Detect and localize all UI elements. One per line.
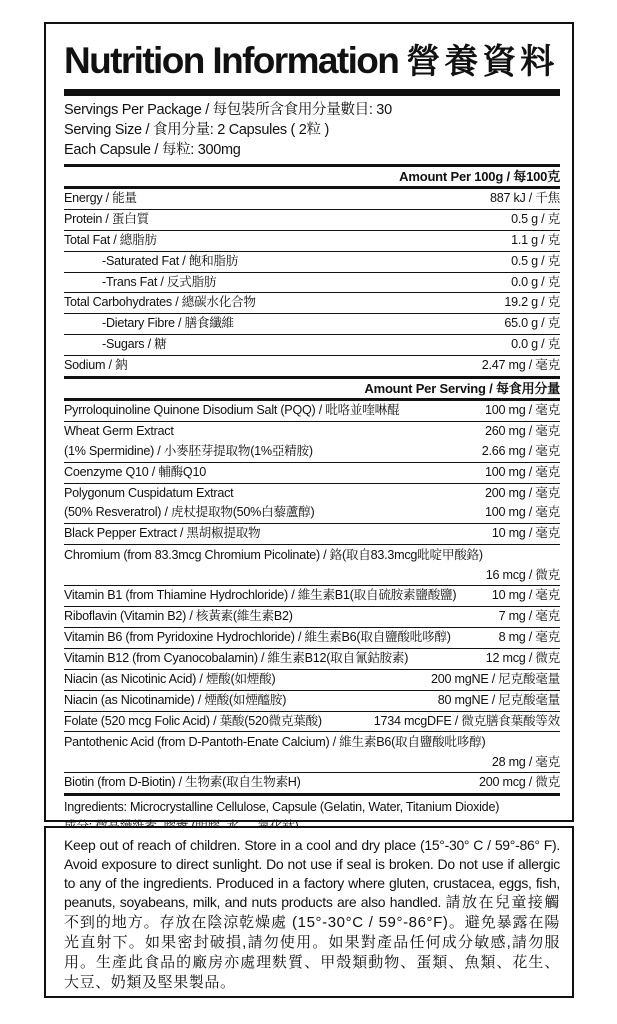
table-row <box>64 524 560 545</box>
table-row <box>64 210 560 231</box>
per-serving-table <box>64 401 560 796</box>
row-value: 260 mg / 毫克 <box>485 423 560 438</box>
row-label: Protein / 蛋白質 <box>64 211 149 226</box>
table-row <box>64 691 560 712</box>
row-value: 200 mg / 毫克 <box>485 485 560 500</box>
row-value: 1734 mcgDFE / 微克膳食葉酸等效 <box>373 713 560 728</box>
row-label: Vitamin B1 (from Thiamine Hydrochloride) / 維生素B1(取自硫胺素鹽酸鹽) <box>64 588 457 603</box>
table-row <box>64 273 560 294</box>
row-label: Energy / 能量 <box>64 191 137 205</box>
table-row <box>64 314 560 335</box>
row-value: 0.5 g / 克 <box>511 211 560 226</box>
warning-text <box>64 836 560 993</box>
table-row <box>64 231 560 252</box>
table-row <box>64 712 560 733</box>
row-label: -Trans Fat / 反式脂肪 <box>102 274 217 289</box>
table-row <box>64 607 560 628</box>
table-row <box>64 293 560 314</box>
row-label: -Dietary Fibre / 膳食纖維 <box>102 316 234 331</box>
row-label: Total Fat / 總脂肪 <box>64 232 157 247</box>
row-value: 80 mgNE / 尼克酸毫量 <box>437 692 560 707</box>
row-label: Chromium (from 83.3mcg Chromium Picolinate) / 鉻(取自83.3mcg吡啶甲酸鉻) <box>64 548 483 563</box>
table-row <box>64 545 560 586</box>
table-row <box>64 773 560 796</box>
row-value: 100 mg / 毫克 <box>485 464 560 479</box>
row-label: Vitamin B6 (from Pyridoxine Hydrochloride) / 維生素B6(取自鹽酸吡哆醇) <box>64 630 451 645</box>
table-row <box>64 252 560 273</box>
row-value: 200 mgNE / 尼克酸毫量 <box>431 671 560 686</box>
table-row <box>64 670 560 691</box>
row-value: 100 mg / 毫克 <box>485 403 560 418</box>
row-label: Niacin (as Nicotinamide) / 煙酸(如煙醯胺) <box>64 692 287 707</box>
row-label: Niacin (as Nicotinic Acid) / 煙酸(如煙酸) <box>64 671 276 686</box>
title-cn: 營養資料 <box>406 43 559 81</box>
row-label: Polygonum Cuspidatum Extract <box>64 485 234 500</box>
table-row <box>64 628 560 649</box>
table-row <box>64 503 560 524</box>
row-value: 2.47 mg / 毫克 <box>481 358 560 373</box>
row-value: 10 mg / 毫克 <box>491 588 560 603</box>
table-row <box>64 463 560 484</box>
page-title <box>64 42 560 86</box>
row-value: 28 mg / 毫克 <box>491 755 560 770</box>
row-label: (1% Spermidine) / 小麥胚芽提取物(1%亞精胺) <box>64 443 313 458</box>
row-value: 0.0 g / 克 <box>511 337 560 352</box>
table-row <box>64 356 560 376</box>
table-row <box>64 484 560 504</box>
row-value: 8 mg / 毫克 <box>498 630 560 645</box>
row-value: 2.66 mg / 毫克 <box>481 443 560 458</box>
row-value: 0.0 g / 克 <box>511 274 560 289</box>
title-en: Nutrition Information <box>64 40 399 81</box>
row-value: 19.2 g / 克 <box>504 295 560 310</box>
table-row <box>64 586 560 607</box>
table-row <box>64 649 560 670</box>
row-label: Vitamin B12 (from Cyanocobalamin) / 維生素B12(取自氰鈷胺素) <box>64 650 409 665</box>
row-value: 12 mcg / 微克 <box>485 650 560 665</box>
row-value: 1.1 g / 克 <box>511 232 560 247</box>
row-value: 200 mcg / 微克 <box>479 775 560 790</box>
per-serving-header: Amount Per Serving / 每食用分量 <box>64 376 560 401</box>
per-100g-header: Amount Per 100g / 每100克 <box>64 167 560 189</box>
row-value: 0.5 g / 克 <box>511 253 560 268</box>
row-value: 100 mg / 毫克 <box>485 505 560 520</box>
table-row <box>64 401 560 422</box>
warning-cn: 請放在兒童接觸不到的地方。存放在陰涼乾燥處 (15°-30°C / 59°-86°F)。避免暴露在陽光直射下。如果密封破損,請勿使用。如果對產品任何成分敏感,請勿服用。生產此食品的廠房亦處理麩質、甲殼類動物、蛋類、魚類、花生、大豆、奶類及堅果製品。 <box>64 894 561 991</box>
serving-size: Serving Size / 食用分量: 2 Capsules ( 2粒 ) <box>64 122 329 138</box>
row-label: (50% Resveratrol) / 虎杖提取物(50%白藜蘆醇) <box>64 505 315 520</box>
row-value: 16 mcg / 微克 <box>485 568 560 583</box>
row-label: Total Carbohydrates / 總碳水化合物 <box>64 295 256 310</box>
row-label: Biotin (from D-Biotin) / 生物素(取自生物素H) <box>64 775 301 790</box>
row-value: 10 mg / 毫克 <box>491 526 560 541</box>
row-value: 65.0 g / 克 <box>504 316 560 331</box>
table-row <box>64 422 560 442</box>
servings-per-package: Servings Per Package / 每包裝所含食用分量數目: 30 <box>64 102 392 118</box>
table-row <box>64 732 560 773</box>
row-label: Pantothenic Acid (from D-Pantoth-Enate Calcium) / 維生素B6(取自鹽酸吡哆醇) <box>64 735 486 750</box>
each-capsule: Each Capsule / 每粒: 300mg <box>64 142 241 158</box>
row-label: Sodium / 鈉 <box>64 358 128 373</box>
row-label: Riboflavin (Vitamin B2) / 核黃素(維生素B2) <box>64 609 293 624</box>
row-label: Folate (520 mcg Folic Acid) / 葉酸(520微克葉酸) <box>64 713 322 728</box>
table-row <box>64 335 560 356</box>
table-row <box>64 189 560 210</box>
row-label: -Saturated Fat / 飽和脂肪 <box>102 253 239 268</box>
row-value: 887 kJ / 千焦 <box>489 191 560 205</box>
row-label: -Sugars / 糖 <box>102 337 167 352</box>
per-100g-table <box>64 189 560 376</box>
ingredients-en: Ingredients: Microcrystalline Cellulose, Capsule (Gelatin, Water, Titanium Dioxide) <box>64 800 500 815</box>
row-value: 7 mg / 毫克 <box>498 609 560 624</box>
row-label: Pyrroloquinoline Quinone Disodium Salt (PQQ) / 吡咯並喹啉醌 <box>64 403 400 418</box>
warning-en: Keep out of reach of children. Store in a cool and dry place (15°-30° C / 59°-86° F). Avoid exposure to direct sunlight. Do not use if seal is broken. Do not use if allergic to any of the ingredients. Produced in a factory where gluten, crustacea, eggs, fish, peanuts, soyabeans, milk, and nuts products are also handled. <box>64 837 560 910</box>
row-label: Wheat Germ Extract <box>64 423 174 438</box>
row-label: Coenzyme Q10 / 輔酶Q10 <box>64 464 206 479</box>
warning-panel <box>44 826 574 998</box>
row-label: Black Pepper Extract / 黑胡椒提取物 <box>64 526 261 541</box>
divider-thick <box>64 89 560 96</box>
nutrition-panel <box>44 22 574 822</box>
table-row <box>64 442 560 463</box>
